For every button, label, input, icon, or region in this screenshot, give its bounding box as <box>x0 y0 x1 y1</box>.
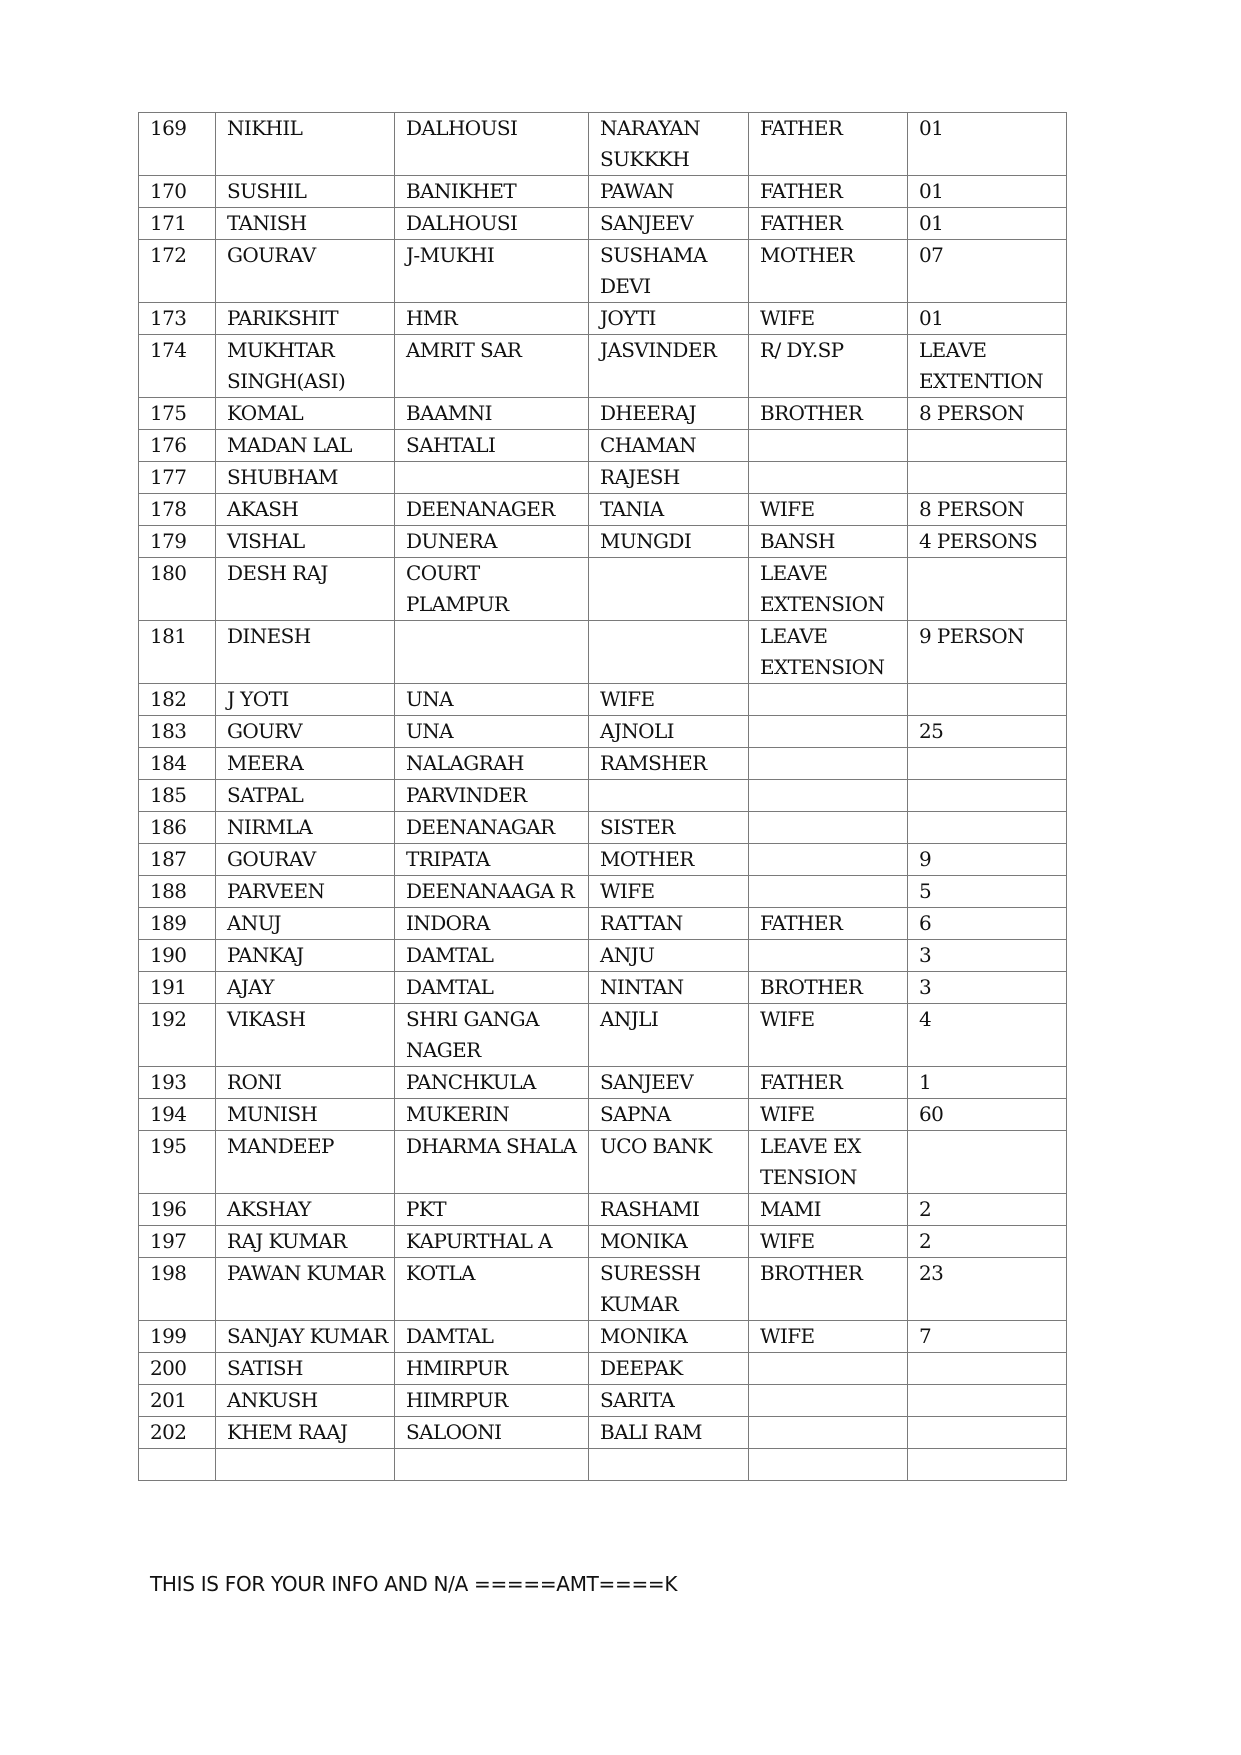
relative-cell <box>589 621 749 684</box>
relation-cell: FATHER <box>749 908 908 940</box>
count-cell <box>908 558 1067 621</box>
relation-cell <box>749 940 908 972</box>
serial-cell: 194 <box>139 1099 216 1131</box>
table-row <box>139 176 1067 208</box>
relation-cell: LEAVE EXTENSION <box>749 558 908 621</box>
count-cell <box>908 1385 1067 1417</box>
place-cell: DEENANAGAR <box>395 812 589 844</box>
name-cell: MEERA <box>216 748 395 780</box>
count-cell <box>908 780 1067 812</box>
relation-cell: BANSH <box>749 526 908 558</box>
name-cell: AKASH <box>216 494 395 526</box>
serial-cell: 198 <box>139 1258 216 1321</box>
count-cell: 3 <box>908 940 1067 972</box>
name-cell: GOURAV <box>216 844 395 876</box>
footer-note: THIS IS FOR YOUR INFO AND N/A =====AMT====K <box>150 1572 678 1596</box>
relation-cell <box>749 462 908 494</box>
serial-cell: 170 <box>139 176 216 208</box>
count-cell: 4 <box>908 1004 1067 1067</box>
table-row <box>139 780 1067 812</box>
table-row <box>139 208 1067 240</box>
relation-cell: WIFE <box>749 303 908 335</box>
serial-cell: 182 <box>139 684 216 716</box>
place-cell <box>395 621 589 684</box>
count-cell: 3 <box>908 972 1067 1004</box>
relation-cell <box>749 844 908 876</box>
name-cell: RONI <box>216 1067 395 1099</box>
relation-cell <box>749 716 908 748</box>
relative-cell <box>589 1449 749 1481</box>
relative-cell: BALI RAM <box>589 1417 749 1449</box>
relation-cell: WIFE <box>749 1321 908 1353</box>
serial-cell: 190 <box>139 940 216 972</box>
place-cell: PKT <box>395 1194 589 1226</box>
table-row <box>139 1131 1067 1194</box>
relation-cell: FATHER <box>749 208 908 240</box>
relation-cell <box>749 780 908 812</box>
count-cell: 8 PERSON <box>908 398 1067 430</box>
place-cell: DAMTAL <box>395 940 589 972</box>
serial-cell: 197 <box>139 1226 216 1258</box>
table-row <box>139 812 1067 844</box>
relative-cell <box>589 558 749 621</box>
serial-cell: 193 <box>139 1067 216 1099</box>
relative-cell: UCO BANK <box>589 1131 749 1194</box>
place-cell: DHARMA SHALA <box>395 1131 589 1194</box>
name-cell: PANKAJ <box>216 940 395 972</box>
serial-cell <box>139 1449 216 1481</box>
table-row <box>139 430 1067 462</box>
name-cell: J YOTI <box>216 684 395 716</box>
table-row <box>139 1417 1067 1449</box>
name-cell: MUKHTAR SINGH(ASI) <box>216 335 395 398</box>
place-cell <box>395 1449 589 1481</box>
place-cell: DALHOUSI <box>395 113 589 176</box>
place-cell: DUNERA <box>395 526 589 558</box>
table-row <box>139 1353 1067 1385</box>
relative-cell: MUNGDI <box>589 526 749 558</box>
serial-cell: 177 <box>139 462 216 494</box>
count-cell: 60 <box>908 1099 1067 1131</box>
relation-cell: LEAVE EX TENSION <box>749 1131 908 1194</box>
relative-cell: SUSHAMA DEVI <box>589 240 749 303</box>
relation-cell: R/ DY.SP <box>749 335 908 398</box>
relation-cell <box>749 876 908 908</box>
name-cell: GOURAV <box>216 240 395 303</box>
serial-cell: 171 <box>139 208 216 240</box>
place-cell: DEENANAAGA R <box>395 876 589 908</box>
place-cell: AMRIT SAR <box>395 335 589 398</box>
name-cell: PARVEEN <box>216 876 395 908</box>
serial-cell: 191 <box>139 972 216 1004</box>
serial-cell: 174 <box>139 335 216 398</box>
relative-cell: ANJLI <box>589 1004 749 1067</box>
relation-cell <box>749 812 908 844</box>
table-row <box>139 1004 1067 1067</box>
serial-cell: 173 <box>139 303 216 335</box>
count-cell <box>908 684 1067 716</box>
count-cell: 01 <box>908 176 1067 208</box>
relative-cell: WIFE <box>589 684 749 716</box>
table-row <box>139 844 1067 876</box>
table-row <box>139 240 1067 303</box>
place-cell: HMR <box>395 303 589 335</box>
place-cell: DAMTAL <box>395 1321 589 1353</box>
name-cell: NIRMLA <box>216 812 395 844</box>
serial-cell: 196 <box>139 1194 216 1226</box>
relative-cell: DEEPAK <box>589 1353 749 1385</box>
name-cell: RAJ KUMAR <box>216 1226 395 1258</box>
relation-cell <box>749 684 908 716</box>
serial-cell: 184 <box>139 748 216 780</box>
relation-cell: FATHER <box>749 1067 908 1099</box>
relative-cell: SANJEEV <box>589 208 749 240</box>
name-cell: VISHAL <box>216 526 395 558</box>
relation-cell: WIFE <box>749 1099 908 1131</box>
serial-cell: 180 <box>139 558 216 621</box>
name-cell: PARIKSHIT <box>216 303 395 335</box>
relative-cell: MONIKA <box>589 1321 749 1353</box>
relative-cell: JOYTI <box>589 303 749 335</box>
relative-cell: RATTAN <box>589 908 749 940</box>
table-row <box>139 684 1067 716</box>
place-cell: PARVINDER <box>395 780 589 812</box>
place-cell <box>395 462 589 494</box>
table-row <box>139 462 1067 494</box>
serial-cell: 175 <box>139 398 216 430</box>
table-row <box>139 1226 1067 1258</box>
place-cell: PANCHKULA <box>395 1067 589 1099</box>
name-cell: SANJAY KUMAR <box>216 1321 395 1353</box>
relation-cell <box>749 1385 908 1417</box>
relative-cell: RAMSHER <box>589 748 749 780</box>
count-cell: 9 <box>908 844 1067 876</box>
register-table <box>138 112 1067 1481</box>
place-cell: MUKERIN <box>395 1099 589 1131</box>
count-cell: 9 PERSON <box>908 621 1067 684</box>
place-cell: J-MUKHI <box>395 240 589 303</box>
count-cell: 2 <box>908 1226 1067 1258</box>
name-cell: MUNISH <box>216 1099 395 1131</box>
table-row <box>139 908 1067 940</box>
count-cell: 7 <box>908 1321 1067 1353</box>
place-cell: COURT PLAMPUR <box>395 558 589 621</box>
relative-cell: CHAMAN <box>589 430 749 462</box>
relative-cell: PAWAN <box>589 176 749 208</box>
place-cell: UNA <box>395 684 589 716</box>
name-cell <box>216 1449 395 1481</box>
count-cell: LEAVE EXTENTION <box>908 335 1067 398</box>
relative-cell: WIFE <box>589 876 749 908</box>
count-cell: 6 <box>908 908 1067 940</box>
serial-cell: 202 <box>139 1417 216 1449</box>
serial-cell: 176 <box>139 430 216 462</box>
relative-cell: NINTAN <box>589 972 749 1004</box>
serial-cell: 201 <box>139 1385 216 1417</box>
relative-cell: SARITA <box>589 1385 749 1417</box>
table-row <box>139 748 1067 780</box>
place-cell: UNA <box>395 716 589 748</box>
relative-cell: SAPNA <box>589 1099 749 1131</box>
name-cell: GOURV <box>216 716 395 748</box>
relation-cell: WIFE <box>749 1226 908 1258</box>
place-cell: HMIRPUR <box>395 1353 589 1385</box>
relative-cell: MONIKA <box>589 1226 749 1258</box>
relative-cell: MOTHER <box>589 844 749 876</box>
place-cell: DEENANAGER <box>395 494 589 526</box>
serial-cell: 200 <box>139 1353 216 1385</box>
relation-cell: MOTHER <box>749 240 908 303</box>
place-cell: DAMTAL <box>395 972 589 1004</box>
relation-cell: BROTHER <box>749 972 908 1004</box>
relative-cell: SANJEEV <box>589 1067 749 1099</box>
relation-cell: FATHER <box>749 113 908 176</box>
table-row <box>139 494 1067 526</box>
name-cell: MADAN LAL <box>216 430 395 462</box>
relation-cell: LEAVE EXTENSION <box>749 621 908 684</box>
table-row <box>139 621 1067 684</box>
table-row <box>139 1099 1067 1131</box>
name-cell: AKSHAY <box>216 1194 395 1226</box>
relative-cell: NARAYAN SUKKKH <box>589 113 749 176</box>
name-cell: KHEM RAAJ <box>216 1417 395 1449</box>
serial-cell: 169 <box>139 113 216 176</box>
relation-cell <box>749 430 908 462</box>
place-cell: NALAGRAH <box>395 748 589 780</box>
relative-cell: TANIA <box>589 494 749 526</box>
table-row <box>139 526 1067 558</box>
place-cell: BAAMNI <box>395 398 589 430</box>
relative-cell <box>589 780 749 812</box>
place-cell: KAPURTHAL A <box>395 1226 589 1258</box>
count-cell <box>908 812 1067 844</box>
relation-cell <box>749 1449 908 1481</box>
count-cell <box>908 1417 1067 1449</box>
name-cell: AJAY <box>216 972 395 1004</box>
count-cell: 2 <box>908 1194 1067 1226</box>
name-cell: ANKUSH <box>216 1385 395 1417</box>
table-row <box>139 1321 1067 1353</box>
relative-cell: JASVINDER <box>589 335 749 398</box>
place-cell: SAHTALI <box>395 430 589 462</box>
relative-cell: SISTER <box>589 812 749 844</box>
serial-cell: 192 <box>139 1004 216 1067</box>
place-cell: SALOONI <box>395 1417 589 1449</box>
name-cell: KOMAL <box>216 398 395 430</box>
count-cell <box>908 1131 1067 1194</box>
name-cell: ANUJ <box>216 908 395 940</box>
relative-cell: RAJESH <box>589 462 749 494</box>
serial-cell: 187 <box>139 844 216 876</box>
relative-cell: AJNOLI <box>589 716 749 748</box>
place-cell: KOTLA <box>395 1258 589 1321</box>
relative-cell: SURESSH KUMAR <box>589 1258 749 1321</box>
table-row <box>139 398 1067 430</box>
table-row <box>139 1385 1067 1417</box>
relative-cell: DHEERAJ <box>589 398 749 430</box>
serial-cell: 183 <box>139 716 216 748</box>
serial-cell: 186 <box>139 812 216 844</box>
name-cell: PAWAN KUMAR <box>216 1258 395 1321</box>
name-cell: SATPAL <box>216 780 395 812</box>
name-cell: DESH RAJ <box>216 558 395 621</box>
place-cell: SHRI GANGA NAGER <box>395 1004 589 1067</box>
count-cell: 25 <box>908 716 1067 748</box>
count-cell: 5 <box>908 876 1067 908</box>
relation-cell: BROTHER <box>749 1258 908 1321</box>
register-table-body <box>139 113 1067 1481</box>
relation-cell <box>749 1353 908 1385</box>
name-cell: SATISH <box>216 1353 395 1385</box>
relation-cell: BROTHER <box>749 398 908 430</box>
table-row <box>139 1194 1067 1226</box>
serial-cell: 178 <box>139 494 216 526</box>
serial-cell: 172 <box>139 240 216 303</box>
table-row <box>139 876 1067 908</box>
place-cell: HIMRPUR <box>395 1385 589 1417</box>
serial-cell: 188 <box>139 876 216 908</box>
relation-cell <box>749 748 908 780</box>
count-cell <box>908 1449 1067 1481</box>
table-row <box>139 1067 1067 1099</box>
table-row <box>139 940 1067 972</box>
count-cell <box>908 1353 1067 1385</box>
name-cell: VIKASH <box>216 1004 395 1067</box>
place-cell: INDORA <box>395 908 589 940</box>
count-cell: 4 PERSONS <box>908 526 1067 558</box>
relative-cell: ANJU <box>589 940 749 972</box>
relation-cell <box>749 1417 908 1449</box>
table-row <box>139 303 1067 335</box>
count-cell: 01 <box>908 208 1067 240</box>
place-cell: TRIPATA <box>395 844 589 876</box>
name-cell: NIKHIL <box>216 113 395 176</box>
count-cell: 01 <box>908 113 1067 176</box>
serial-cell: 195 <box>139 1131 216 1194</box>
count-cell: 1 <box>908 1067 1067 1099</box>
count-cell <box>908 462 1067 494</box>
serial-cell: 185 <box>139 780 216 812</box>
relation-cell: WIFE <box>749 494 908 526</box>
count-cell: 07 <box>908 240 1067 303</box>
table-row <box>139 113 1067 176</box>
table-row <box>139 716 1067 748</box>
serial-cell: 189 <box>139 908 216 940</box>
relation-cell: FATHER <box>749 176 908 208</box>
table-row <box>139 1449 1067 1481</box>
table-row <box>139 558 1067 621</box>
count-cell: 01 <box>908 303 1067 335</box>
serial-cell: 181 <box>139 621 216 684</box>
serial-cell: 199 <box>139 1321 216 1353</box>
table-row <box>139 335 1067 398</box>
table-row <box>139 972 1067 1004</box>
name-cell: SHUBHAM <box>216 462 395 494</box>
name-cell: TANISH <box>216 208 395 240</box>
name-cell: MANDEEP <box>216 1131 395 1194</box>
count-cell <box>908 748 1067 780</box>
relative-cell: RASHAMI <box>589 1194 749 1226</box>
count-cell <box>908 430 1067 462</box>
name-cell: SUSHIL <box>216 176 395 208</box>
place-cell: BANIKHET <box>395 176 589 208</box>
count-cell: 23 <box>908 1258 1067 1321</box>
relation-cell: MAMI <box>749 1194 908 1226</box>
table-row <box>139 1258 1067 1321</box>
name-cell: DINESH <box>216 621 395 684</box>
place-cell: DALHOUSI <box>395 208 589 240</box>
relation-cell: WIFE <box>749 1004 908 1067</box>
count-cell: 8 PERSON <box>908 494 1067 526</box>
serial-cell: 179 <box>139 526 216 558</box>
